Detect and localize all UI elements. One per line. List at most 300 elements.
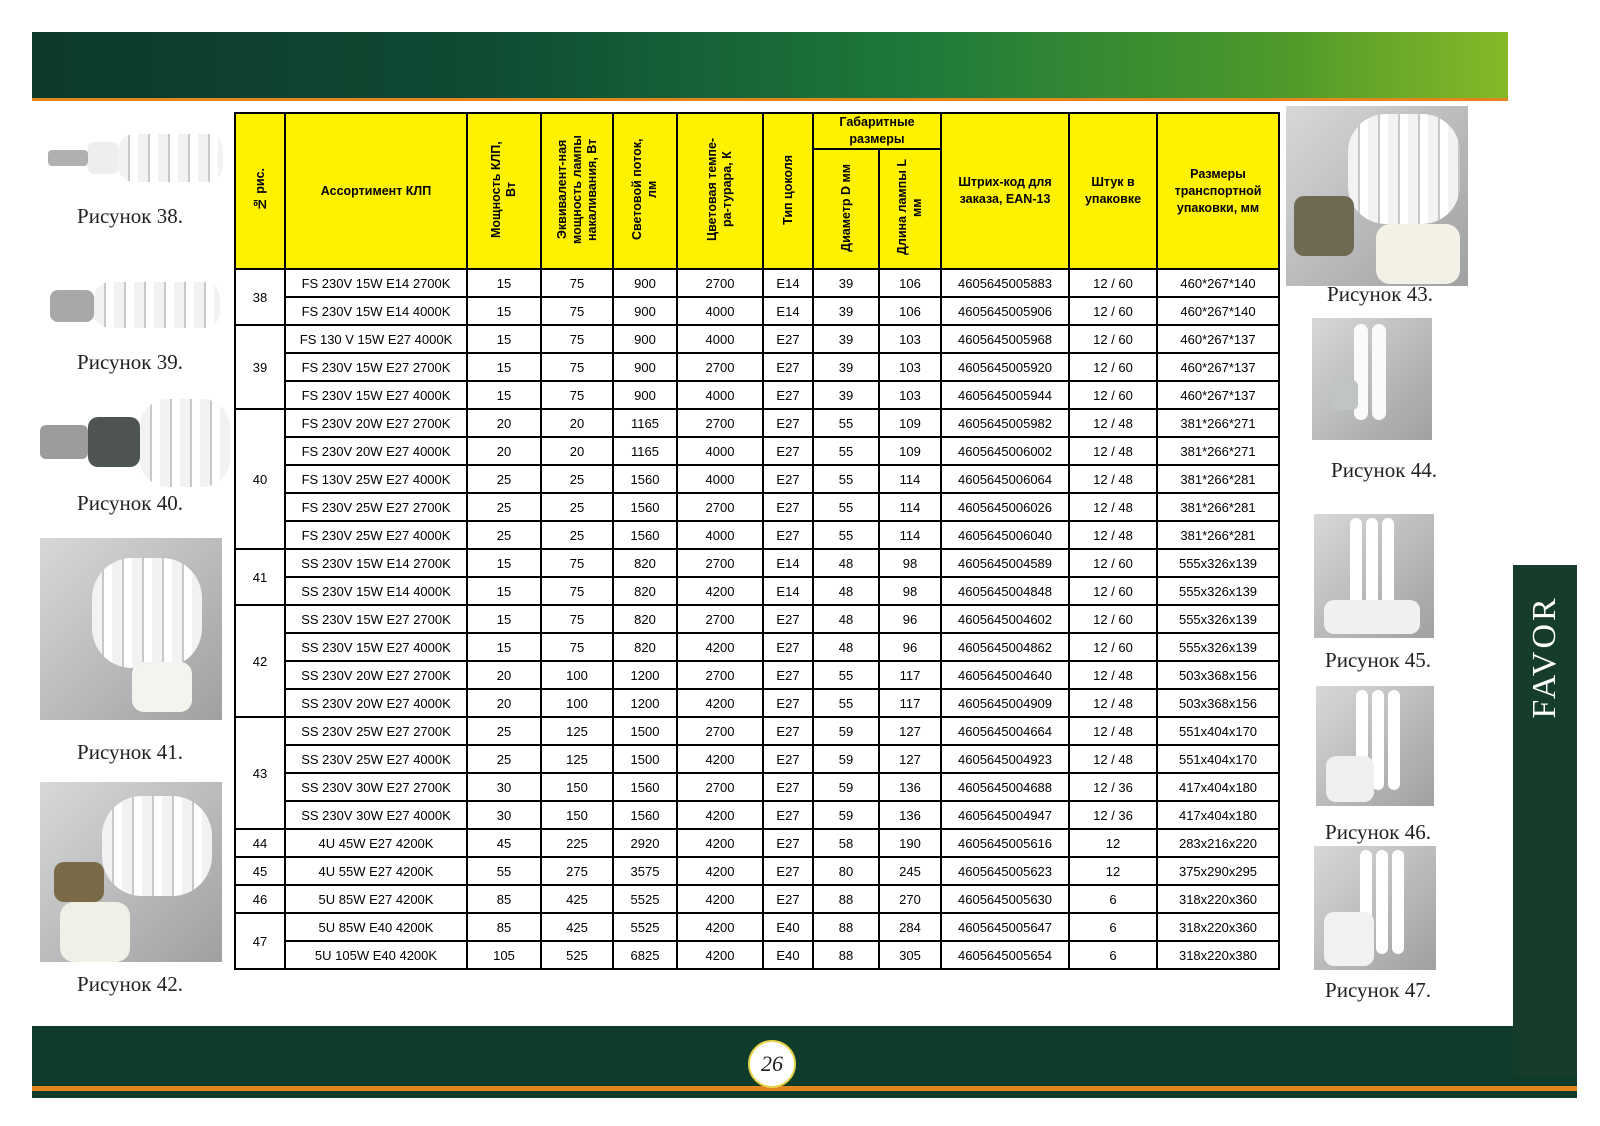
caption-39: Рисунок 39. (77, 350, 183, 374)
fig-number-cell: 39 (235, 325, 285, 409)
table-cell: 381*266*271 (1157, 437, 1279, 465)
caption-41: Рисунок 41. (77, 740, 183, 764)
table-cell: 55 (813, 661, 879, 689)
table-cell: E27 (763, 493, 813, 521)
table-cell: 88 (813, 913, 879, 941)
header-pack: Размеры транспортной упаковки, мм (1157, 113, 1279, 269)
table-cell: 25 (467, 521, 541, 549)
table-cell: FS 130V 25W E27 4000K (285, 465, 467, 493)
table-cell: 2700 (677, 353, 763, 381)
fig-number-cell: 44 (235, 829, 285, 857)
table-cell: 48 (813, 549, 879, 577)
table-cell: 305 (879, 941, 941, 969)
table-cell: 4605645005883 (941, 269, 1069, 297)
table-cell: 900 (613, 353, 677, 381)
table-row (235, 661, 1279, 689)
table-cell: 15 (467, 549, 541, 577)
table-cell: 12 / 60 (1069, 381, 1157, 409)
table-cell: FS 130 V 15W E27 4000K (285, 325, 467, 353)
page-number: 26 (748, 1040, 796, 1088)
table-cell: 460*267*137 (1157, 325, 1279, 353)
table-cell: 150 (541, 801, 613, 829)
table-cell: 460*267*137 (1157, 353, 1279, 381)
table-cell: 96 (879, 605, 941, 633)
table-cell: 105 (467, 941, 541, 969)
table-cell: 270 (879, 885, 941, 913)
table-cell: 4605645004909 (941, 689, 1069, 717)
lamp-photo-40 (40, 399, 230, 487)
table-cell: 6 (1069, 941, 1157, 969)
table-cell: SS 230V 15W E27 4000K (285, 633, 467, 661)
table-cell: 4605645005647 (941, 913, 1069, 941)
table-cell: E27 (763, 437, 813, 465)
table-cell: FS 230V 25W E27 4000K (285, 521, 467, 549)
table-cell: 4605645006026 (941, 493, 1069, 521)
table-cell: 318x220x360 (1157, 913, 1279, 941)
table-row (235, 801, 1279, 829)
table-cell: 1500 (613, 717, 677, 745)
table-cell: E40 (763, 913, 813, 941)
table-cell: 417x404x180 (1157, 801, 1279, 829)
header-fig: № рис. (235, 113, 285, 269)
table-cell: 39 (813, 297, 879, 325)
table-cell: 12 / 48 (1069, 437, 1157, 465)
table-cell: 4000 (677, 381, 763, 409)
table-cell: 425 (541, 913, 613, 941)
table-cell: 20 (467, 409, 541, 437)
table-cell: 20 (467, 437, 541, 465)
table-cell: 1165 (613, 409, 677, 437)
table-cell: E14 (763, 297, 813, 325)
fig-number-cell: 46 (235, 885, 285, 913)
lamp-photo-46 (1316, 686, 1434, 806)
table-cell: E27 (763, 829, 813, 857)
table-cell: 4000 (677, 521, 763, 549)
brand-logo: FAVOR (1526, 595, 1563, 719)
table-row (235, 437, 1279, 465)
table-cell: 15 (467, 381, 541, 409)
table-cell: 4000 (677, 297, 763, 325)
table-cell: 55 (813, 493, 879, 521)
table-cell: 12 / 48 (1069, 689, 1157, 717)
table-cell: 4605645005654 (941, 941, 1069, 969)
table-cell: 59 (813, 801, 879, 829)
caption-47: Рисунок 47. (1325, 978, 1431, 1002)
table-cell: 117 (879, 661, 941, 689)
table-cell: 39 (813, 353, 879, 381)
table-cell: 106 (879, 297, 941, 325)
table-cell: 4605645005982 (941, 409, 1069, 437)
fig-number-cell: 43 (235, 717, 285, 829)
table-cell: 1200 (613, 689, 677, 717)
table-row (235, 633, 1279, 661)
table-cell: E40 (763, 941, 813, 969)
table-row (235, 773, 1279, 801)
table-cell: 1560 (613, 521, 677, 549)
table-cell: 381*266*281 (1157, 493, 1279, 521)
table-cell: 136 (879, 773, 941, 801)
table-cell: 820 (613, 549, 677, 577)
table-cell: FS 230V 20W E27 2700K (285, 409, 467, 437)
table-cell: 2700 (677, 661, 763, 689)
table-cell: 555x326x139 (1157, 577, 1279, 605)
table-cell: 55 (813, 437, 879, 465)
fig-number-cell: 45 (235, 857, 285, 885)
fig-number-cell: 41 (235, 549, 285, 605)
table-cell: 900 (613, 381, 677, 409)
table-row (235, 325, 1279, 353)
table-cell: 555x326x139 (1157, 605, 1279, 633)
table-cell: 12 / 48 (1069, 465, 1157, 493)
table-cell: SS 230V 25W E27 4000K (285, 745, 467, 773)
table-cell: 85 (467, 885, 541, 913)
table-cell: E27 (763, 353, 813, 381)
table-cell: 55 (813, 521, 879, 549)
table-cell: SS 230V 30W E27 4000K (285, 801, 467, 829)
table-cell: 25 (467, 493, 541, 521)
table-cell: 30 (467, 801, 541, 829)
table-cell: E27 (763, 409, 813, 437)
table-cell: 12 / 60 (1069, 297, 1157, 325)
table-cell: 4605645004862 (941, 633, 1069, 661)
table-row (235, 689, 1279, 717)
header-assortment: Ассортимент КЛП (285, 113, 467, 269)
table-cell: 15 (467, 577, 541, 605)
table-cell: 12 / 60 (1069, 633, 1157, 661)
table-cell: 15 (467, 269, 541, 297)
table-cell: 103 (879, 381, 941, 409)
table-cell: 125 (541, 745, 613, 773)
table-cell: 460*267*140 (1157, 297, 1279, 325)
table-cell: 2920 (613, 829, 677, 857)
table-cell: 503x368x156 (1157, 661, 1279, 689)
table-cell: 4605645004923 (941, 745, 1069, 773)
table-cell: 318x220x380 (1157, 941, 1279, 969)
fig-number-cell: 38 (235, 269, 285, 325)
table-cell: 551x404x170 (1157, 717, 1279, 745)
table-row (235, 493, 1279, 521)
table-cell: 283x216x220 (1157, 829, 1279, 857)
table-cell: 80 (813, 857, 879, 885)
lamp-photo-42 (40, 782, 222, 962)
table-cell: 20 (467, 661, 541, 689)
table-cell: SS 230V 25W E27 2700K (285, 717, 467, 745)
table-cell: 109 (879, 409, 941, 437)
table-cell: 1560 (613, 493, 677, 521)
table-cell: 55 (813, 409, 879, 437)
table-cell: 12 / 60 (1069, 549, 1157, 577)
table-row (235, 857, 1279, 885)
table-row (235, 521, 1279, 549)
table-cell: 12 / 48 (1069, 661, 1157, 689)
table-cell: 75 (541, 381, 613, 409)
table-cell: 59 (813, 717, 879, 745)
table-cell: 45 (467, 829, 541, 857)
table-cell: 20 (467, 689, 541, 717)
lamp-photo-38 (48, 128, 223, 188)
table-cell: 381*266*271 (1157, 409, 1279, 437)
table-cell: 2700 (677, 605, 763, 633)
table-cell: 245 (879, 857, 941, 885)
table-cell: E27 (763, 465, 813, 493)
table-cell: 4200 (677, 829, 763, 857)
table-cell: 12 / 60 (1069, 353, 1157, 381)
table-cell: 4U 55W E27 4200K (285, 857, 467, 885)
table-cell: 503x368x156 (1157, 689, 1279, 717)
table-cell: 15 (467, 325, 541, 353)
table-row (235, 465, 1279, 493)
table-cell: 39 (813, 381, 879, 409)
table-cell: 114 (879, 465, 941, 493)
lamp-photo-41 (40, 538, 222, 720)
table-cell: 2700 (677, 269, 763, 297)
table-cell: 55 (813, 689, 879, 717)
table-cell: SS 230V 15W E27 2700K (285, 605, 467, 633)
table-row (235, 913, 1279, 941)
table-cell: 85 (467, 913, 541, 941)
top-banner (32, 32, 1508, 98)
table-cell: 12 / 60 (1069, 605, 1157, 633)
table-cell: 4605645006002 (941, 437, 1069, 465)
table-cell: 20 (541, 409, 613, 437)
table-cell: 12 (1069, 829, 1157, 857)
table-cell: SS 230V 15W E14 2700K (285, 549, 467, 577)
table-row (235, 549, 1279, 577)
table-cell: 4200 (677, 941, 763, 969)
table-cell: 284 (879, 913, 941, 941)
caption-43: Рисунок 43. (1327, 282, 1433, 306)
table-cell: FS 230V 15W E27 2700K (285, 353, 467, 381)
table-cell: 127 (879, 717, 941, 745)
table-cell: 75 (541, 269, 613, 297)
table-cell: 114 (879, 521, 941, 549)
header-pieces: Штук в упаковке (1069, 113, 1157, 269)
table-cell: 39 (813, 269, 879, 297)
table-cell: 4605645006040 (941, 521, 1069, 549)
fig-number-cell: 40 (235, 409, 285, 549)
table-cell: 4605645005906 (941, 297, 1069, 325)
table-cell: 1560 (613, 801, 677, 829)
table-cell: 4605645004602 (941, 605, 1069, 633)
table-cell: 1200 (613, 661, 677, 689)
table-cell: 5525 (613, 885, 677, 913)
table-cell: 3575 (613, 857, 677, 885)
table-row (235, 941, 1279, 969)
table-cell: 4000 (677, 437, 763, 465)
table-cell: 4605645004589 (941, 549, 1069, 577)
table-cell: 55 (813, 465, 879, 493)
spec-table-body (235, 269, 1279, 969)
header-base: Тип цоколя (763, 113, 813, 269)
table-cell: E27 (763, 885, 813, 913)
table-cell: 4200 (677, 745, 763, 773)
caption-46: Рисунок 46. (1325, 820, 1431, 844)
header-length: Длина лампы L мм (879, 149, 941, 269)
lamp-photo-47 (1314, 846, 1436, 970)
header-temp: Цветовая темпе-ра-турара, К (677, 113, 763, 269)
table-cell: 75 (541, 577, 613, 605)
table-cell: E14 (763, 577, 813, 605)
table-cell: 12 / 60 (1069, 325, 1157, 353)
table-cell: 96 (879, 633, 941, 661)
table-cell: 117 (879, 689, 941, 717)
table-cell: 25 (467, 745, 541, 773)
table-cell: 381*266*281 (1157, 521, 1279, 549)
table-cell: 98 (879, 577, 941, 605)
table-cell: 275 (541, 857, 613, 885)
table-cell: 4605645004664 (941, 717, 1069, 745)
header-flux: Световой поток, лм (613, 113, 677, 269)
table-cell: 125 (541, 717, 613, 745)
table-cell: 114 (879, 493, 941, 521)
table-cell: 820 (613, 633, 677, 661)
table-cell: 5525 (613, 913, 677, 941)
table-cell: 109 (879, 437, 941, 465)
table-cell: 2700 (677, 549, 763, 577)
table-cell: FS 230V 15W E14 2700K (285, 269, 467, 297)
table-cell: 555x326x139 (1157, 633, 1279, 661)
header-dims: Габаритные размеры (813, 113, 941, 149)
table-cell: 25 (467, 465, 541, 493)
table-cell: 88 (813, 885, 879, 913)
table-cell: E27 (763, 801, 813, 829)
header-power: Мощность КЛП, Вт (467, 113, 541, 269)
lamp-photo-45 (1314, 514, 1434, 638)
table-cell: 103 (879, 325, 941, 353)
table-cell: 4605645004640 (941, 661, 1069, 689)
table-cell: E27 (763, 717, 813, 745)
table-row (235, 381, 1279, 409)
table-cell: 100 (541, 661, 613, 689)
table-row (235, 717, 1279, 745)
table-cell: E27 (763, 521, 813, 549)
table-row (235, 353, 1279, 381)
table-cell: 2700 (677, 773, 763, 801)
table-cell: E27 (763, 689, 813, 717)
table-cell: SS 230V 15W E14 4000K (285, 577, 467, 605)
table-cell: 25 (467, 717, 541, 745)
table-row (235, 297, 1279, 325)
table-cell: 820 (613, 605, 677, 633)
lamp-photo-39 (50, 276, 220, 334)
table-cell: E27 (763, 857, 813, 885)
table-cell: 15 (467, 605, 541, 633)
table-cell: FS 230V 20W E27 4000K (285, 437, 467, 465)
table-cell: 15 (467, 633, 541, 661)
table-cell: 4605645005944 (941, 381, 1069, 409)
table-cell: E14 (763, 269, 813, 297)
table-cell: E14 (763, 549, 813, 577)
table-cell: 12 / 60 (1069, 577, 1157, 605)
table-cell: 5U 105W E40 4200K (285, 941, 467, 969)
table-cell: 150 (541, 773, 613, 801)
table-cell: 136 (879, 801, 941, 829)
table-cell: 4000 (677, 465, 763, 493)
table-cell: 4000 (677, 325, 763, 353)
table-cell: 20 (541, 437, 613, 465)
table-cell: 48 (813, 633, 879, 661)
table-row (235, 409, 1279, 437)
table-cell: 4200 (677, 577, 763, 605)
header-barcode: Штрих-код для заказа, EAN-13 (941, 113, 1069, 269)
lamp-photo-43 (1286, 106, 1468, 286)
table-cell: 460*267*140 (1157, 269, 1279, 297)
table-cell: FS 230V 25W E27 2700K (285, 493, 467, 521)
table-cell: 127 (879, 745, 941, 773)
table-cell: 6825 (613, 941, 677, 969)
table-cell: 551x404x170 (1157, 745, 1279, 773)
table-cell: SS 230V 20W E27 2700K (285, 661, 467, 689)
table-cell: 30 (467, 773, 541, 801)
caption-45: Рисунок 45. (1325, 648, 1431, 672)
table-cell: 4605645006064 (941, 465, 1069, 493)
table-cell: 375x290x295 (1157, 857, 1279, 885)
table-cell: 12 / 48 (1069, 745, 1157, 773)
table-cell: 225 (541, 829, 613, 857)
table-cell: 4605645005623 (941, 857, 1069, 885)
table-row (235, 269, 1279, 297)
table-cell: 4605645005616 (941, 829, 1069, 857)
table-cell: 59 (813, 773, 879, 801)
table-cell: SS 230V 20W E27 4000K (285, 689, 467, 717)
table-cell: 75 (541, 605, 613, 633)
table-cell: 75 (541, 297, 613, 325)
table-cell: 900 (613, 297, 677, 325)
table-cell: 1560 (613, 773, 677, 801)
table-cell: 75 (541, 325, 613, 353)
caption-38: Рисунок 38. (77, 204, 183, 228)
table-cell: 88 (813, 941, 879, 969)
table-cell: 1165 (613, 437, 677, 465)
table-cell: 15 (467, 297, 541, 325)
header-diameter: Диаметр D мм (813, 149, 879, 269)
table-cell: 58 (813, 829, 879, 857)
fig-number-cell: 42 (235, 605, 285, 717)
caption-42: Рисунок 42. (77, 972, 183, 996)
table-cell: 4605645004688 (941, 773, 1069, 801)
table-cell: 12 / 60 (1069, 269, 1157, 297)
table-cell: 4200 (677, 885, 763, 913)
table-cell: 98 (879, 549, 941, 577)
bottom-band (32, 1026, 1577, 1098)
table-cell: 820 (613, 577, 677, 605)
table-cell: E27 (763, 661, 813, 689)
caption-40: Рисунок 40. (77, 491, 183, 515)
table-cell: 900 (613, 325, 677, 353)
table-row (235, 745, 1279, 773)
table-cell: 6 (1069, 913, 1157, 941)
table-cell: 318x220x360 (1157, 885, 1279, 913)
lamp-spec-table (234, 112, 1280, 970)
table-cell: 4605645005968 (941, 325, 1069, 353)
table-cell: E27 (763, 633, 813, 661)
table-cell: 4605645004848 (941, 577, 1069, 605)
table-cell: 425 (541, 885, 613, 913)
table-cell: 5U 85W E40 4200K (285, 913, 467, 941)
table-cell: 4200 (677, 801, 763, 829)
table-cell: 460*267*137 (1157, 381, 1279, 409)
table-cell: 4200 (677, 913, 763, 941)
table-cell: FS 230V 15W E27 4000K (285, 381, 467, 409)
table-cell: 55 (467, 857, 541, 885)
table-cell: 39 (813, 325, 879, 353)
table-cell: 900 (613, 269, 677, 297)
table-cell: E27 (763, 745, 813, 773)
table-cell: E27 (763, 325, 813, 353)
table-cell: 6 (1069, 885, 1157, 913)
table-cell: 417x404x180 (1157, 773, 1279, 801)
table-cell: 15 (467, 353, 541, 381)
